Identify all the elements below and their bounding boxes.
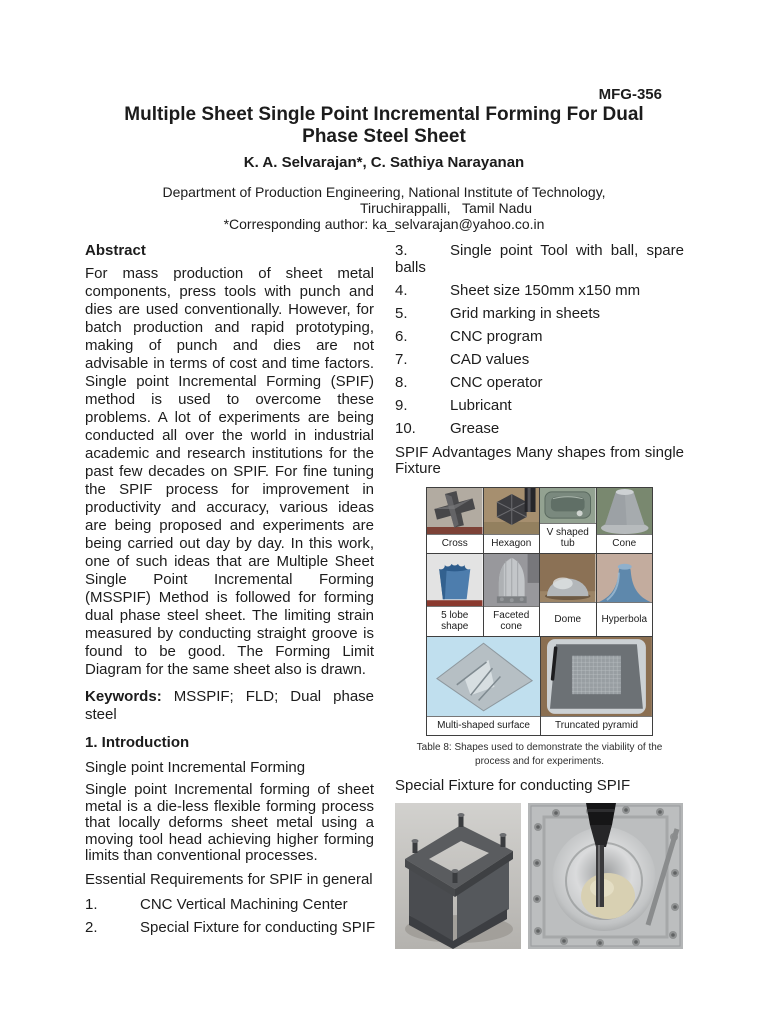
list-item-number: 1.: [85, 895, 98, 913]
corresponding-author-line: *Corresponding author: ka_selvarajan@yahoo.co.in: [223, 216, 545, 232]
list-item-text: Single point Tool with ball, spare balls: [395, 242, 684, 276]
two-column-body: [85, 242, 683, 949]
shapes-cell-truncated-pyramid: [541, 637, 652, 735]
list-item-number: 3.: [395, 242, 408, 259]
list-item-6: [395, 328, 684, 345]
shapes-cell-cone: [597, 488, 653, 553]
list-item-text: Sheet size 150mm x150 mm: [450, 282, 641, 299]
photo-truncated-pyramid: [541, 637, 652, 716]
shapes-cell-multi-shaped: [427, 637, 541, 735]
left-column: [85, 242, 374, 949]
photo-cross: [427, 488, 483, 534]
photo-v-shaped-tub: [540, 488, 596, 523]
abstract-text: For mass production of sheet metal components, press tools with punch and dies are used conventionally. However, for batch production and rapid prototyping, making of punch and dies are not advisable in terms of cost and time factors. Single point Incremental Forming (SPIF) method is used to overcome these problems. A lot of experiments are being conducted all over the world in industrial academic and research institutions for the past few decades on SPIF. For fine tuning the SPIF process for improvement in productivity and accuracy, various ideas are being proposed and experiments are being carried out day by day. In this work, one of such ideas that are Multiple Sheet Single Point Incremental Forming (MSSPIF) Method is followed for forming dual phase steel sheet. The limiting strain measured by conducting straight groove is found to be good. The Forming Limit Diagram for the same sheet also is drawn.: [85, 265, 374, 678]
shapes-label-hexagon: Hexagon: [484, 534, 540, 553]
list-item-7: [395, 351, 684, 368]
list-item-text: Special Fixture for conducting SPIF: [140, 918, 376, 936]
paper-code: MFG-356: [598, 86, 662, 103]
list-item-number: 2.: [85, 918, 98, 936]
shapes-cell-v-shaped-tub: [540, 488, 597, 553]
list-item-10: [395, 420, 684, 437]
list-item-9: [395, 397, 684, 414]
list-item-number: 4.: [395, 282, 408, 299]
right-column: [395, 242, 684, 949]
photo-spif-fixture-frame: [395, 803, 521, 949]
shapes-table-row-1: [427, 488, 652, 554]
list-item-5: [395, 305, 684, 322]
list-item-text: CAD values: [450, 351, 530, 368]
shapes-cell-cross: [427, 488, 484, 553]
list-item-4: [395, 282, 684, 299]
list-item-text: Grease: [450, 420, 500, 437]
list-item-number: 5.: [395, 305, 408, 322]
shapes-label-faceted-cone: Faceted cone: [484, 606, 540, 636]
list-item-text: Lubricant: [450, 397, 512, 414]
shapes-label-cross: Cross: [427, 534, 483, 553]
shapes-label-dome: Dome: [540, 602, 596, 636]
introduction-heading: 1. Introduction: [85, 734, 190, 751]
intro-paragraph: Single point Incremental forming of sheet metal is a die-less flexible forming process that locally deforms sheet metal using a moving tool head achieving higher forming limits than conventional processes.: [85, 781, 374, 864]
list-item-text: CNC operator: [450, 374, 543, 391]
list-item-number: 10.: [395, 420, 416, 437]
list-item-number: 9.: [395, 397, 408, 414]
affiliation-line-1: Department of Production Engineering, National Institute of Technology,: [162, 184, 606, 200]
photo-multi-shaped-surface: [427, 637, 540, 716]
list-item-number: 6.: [395, 328, 408, 345]
shapes-table-row-2: [427, 554, 652, 637]
photo-spif-forming-dome: [528, 803, 683, 949]
authors: K. A. Selvarajan*, C. Sathiya Narayanan: [243, 154, 525, 171]
special-fixture-heading: Special Fixture for conducting SPIF: [395, 777, 631, 794]
shapes-cell-5-lobe: [427, 554, 484, 636]
shapes-cell-hyperbola: [597, 554, 653, 636]
table-8-caption: Table 8: Shapes used to demonstrate the viability of the process and for experiments.: [416, 742, 663, 767]
photo-hyperbola: [597, 554, 653, 602]
list-item-8: [395, 374, 684, 391]
spif-advantages-line: SPIF Advantages Many shapes from single Fixture: [395, 444, 684, 477]
list-item-text: CNC Vertical Machining Center: [140, 895, 348, 913]
photo-dome: [540, 554, 596, 602]
intro-subheading: Single point Incremental Forming: [85, 759, 306, 776]
keywords-space: [162, 688, 174, 705]
list-item-text: Grid marking in sheets: [450, 305, 601, 322]
shapes-label-hyperbola: Hyperbola: [597, 602, 653, 636]
list-item-3: [395, 242, 684, 276]
list-item-number: 7.: [395, 351, 408, 368]
shapes-label-truncated-pyramid: Truncated pyramid: [541, 716, 652, 735]
shapes-cell-faceted-cone: [484, 554, 541, 636]
shapes-label-v-shaped-tub: V shaped tub: [540, 523, 596, 553]
affiliation-line-2: Tiruchirappalli, Tamil Nadu: [360, 200, 532, 216]
photo-5-lobe-shape: [427, 554, 483, 606]
shapes-cell-dome: [540, 554, 597, 636]
list-item-text: CNC program: [450, 328, 543, 345]
shapes-label-5-lobe: 5 lobe shape: [427, 606, 483, 636]
list-item-1: [85, 896, 374, 913]
affiliation-block: [0, 184, 768, 232]
shapes-label-cone: Cone: [597, 534, 653, 553]
photo-cone: [597, 488, 653, 534]
shapes-label-multi-shaped: Multi-shaped surface: [427, 716, 540, 735]
fixture-photos: [395, 803, 684, 949]
keywords-line: [85, 688, 374, 724]
shapes-table-row-3: [427, 637, 652, 735]
shapes-cell-hexagon: [484, 488, 541, 553]
paper-title: Multiple Sheet Single Point Incremental Forming For Dual Phase Steel Sheet: [124, 104, 644, 147]
list-item-2: [85, 919, 374, 936]
shapes-table: [426, 487, 653, 736]
abstract-heading: Abstract: [85, 242, 146, 259]
essential-requirements-heading: Essential Requirements for SPIF in general: [85, 870, 373, 888]
keywords-label: Keywords:: [85, 688, 162, 705]
keywords-text: MSSPIF; FLD; Dual phase steel: [85, 688, 375, 723]
photo-hexagon: [484, 488, 540, 534]
photo-faceted-cone: [484, 554, 540, 606]
list-item-number: 8.: [395, 374, 408, 391]
